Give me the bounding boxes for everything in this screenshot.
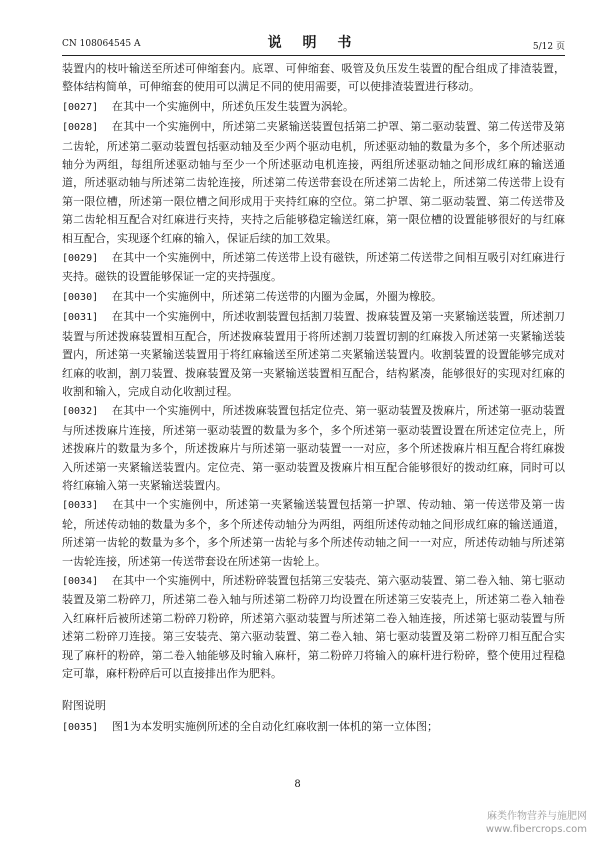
paragraph-number: [0027] [62,101,99,113]
paragraph-0027 [62,98,565,117]
paragraph-number: [0028] [62,122,99,134]
paragraph-text: 在其中一个实施例中，所述拨麻装置包括定位壳、第一驱动装置及拨麻片，所述第一驱动装置与所述拨麻片连接，所述第一驱动装置的数量为多个，多个所述第一驱动装置设置在所述定位壳上，所述拨麻片的数量为多个，所述拨麻片与所述第一驱动装置一一对应，多个所述拨麻片相互配合将红麻拨入所述第一夹紧输送装置内。定位壳、第一驱动装置及拨麻片相互配合能够很好的拨动红麻，同时可以将红麻输入第一夹紧输送装置内。 [62,404,565,492]
paragraph-text: 在其中一个实施例中，所述负压发生装置为涡轮。 [112,99,354,113]
section-heading: 附图说明 [62,699,106,713]
paragraph-0028 [62,118,565,248]
paragraph-text: 在其中一个实施例中，所述粉碎装置包括第三安装壳、第六驱动装置、第二卷入轴、第七驱动装置及第二粉碎刀，所述第二卷入轴与所述第二粉碎刀均设置在所述第三安装壳上，所述第二卷入轴卷入红麻杆后被所述第二粉碎刀粉碎，所述第六驱动装置与所述第二卷入轴连接，所述第七驱动装置与所述第二粉碎刀连接。第三安装壳、第六驱动装置、第二卷入轴、第七驱动装置及第二粉碎刀相互配合实现了麻杆的粉碎，第二卷入轴能够及时输入麻杆，第二粉碎刀将输入的麻杆进行粉碎，整个使用过程稳定可靠，麻杆粉碎后可以直接排出作为肥料。 [62,573,565,680]
paragraph-text: 在其中一个实施例中，所述第二传送带上设有磁铁，所述第二传送带之间相互吸引对红麻进行夹持。磁铁的设置能够保证一定的夹持强度。 [62,251,565,284]
paragraph-0033 [62,496,565,571]
paragraph-number: [0034] [62,575,99,587]
page-info: 5/12 页 [532,42,565,52]
paragraph-0030 [62,288,565,307]
paragraph-number: [0032] [62,406,99,418]
paragraph-text: 在其中一个实施例中，所述第二夹紧输送装置包括第二护罩、第二驱动装置、第二传送带及第二齿轮，所述第二驱动装置包括驱动轴及至少两个驱动电机，所述驱动轴的数量为多个，多个所述驱动轴分为两组，每组所述驱动轴与至少一个所述驱动电机连接，两组所述驱动轴之间形成红麻的输送通道，所述驱动轴与所述第二齿轮连接，所述第二传送带套设在所述第二齿轮上，所述第二传送带上设有第一限位槽，所述第一限位槽之间形成用于夹持红麻的空位。第二护罩、第二驱动装置、第二传送带及第二齿轮相互配合对红麻进行夹持，夹持之后能够稳定输送红麻，第一限位槽的设置能够很好的与红麻相互配合，实现逐个红麻的输入，保证后续的加工效果。 [62,120,565,245]
paragraph-number: [0029] [62,253,99,265]
page-header [62,32,565,54]
paragraph-0031 [62,308,565,401]
paragraph-0029 [62,249,565,287]
watermark [486,810,587,836]
paragraph-text: 装置内的枝叶输送至所述可伸缩套内。底罩、可伸缩套、吸管及负压发生装置的配合组成了排渣装置，整体结构简单，可伸缩套的使用可以满足不同的使用需要，可以使排渣装置进行移动。 [62,62,565,94]
paragraph-number: [0035] [62,721,99,733]
patent-number: CN 108064545 A [62,39,141,49]
header-divider [62,55,565,56]
continuation-paragraph [62,60,565,97]
paragraph-number: [0030] [62,291,99,303]
watermark-url: www.fibercrops.com [485,824,587,835]
paragraph-0035 [62,718,565,737]
document-body [62,60,565,738]
paragraph-number: [0031] [62,312,99,324]
paragraph-0034 [62,572,565,683]
watermark-line: 麻类作物营养与施肥网 [487,811,587,822]
document-title: 说 明 书 [267,35,360,51]
paragraph-text: 图1为本发明实施例所述的全自动化红麻收割一体机的第一立体图； [112,719,438,733]
paragraph-0032 [62,402,565,495]
paragraph-text: 在其中一个实施例中，所述第一夹紧输送装置包括第一护罩、传动轴、第一传送带及第一齿轮，所述传动轴的数量为多个，多个所述传动轴分为两组，两组所述传动轴之间形成红麻的输送通道，所述第一齿轮的数量为多个，多个所述第一齿轮与多个所述传动轴之间一一对应，所述传动轴与所述第一齿轮连接，所述第一传送带套设在所述第一齿轮上。 [62,498,565,568]
paragraph-text: 在其中一个实施例中，所述第二传送带的内圈为金属，外圈为橡胶。 [112,289,442,303]
paragraph-text: 在其中一个实施例中，所述收割装置包括割刀装置、拨麻装置及第一夹紧输送装置，所述割刀装置与所述拨麻装置相互配合，所述拨麻装置用于将所述割刀装置切割的红麻拨入所述第一夹紧输送装置内，所述第一夹紧输送装置用于将红麻输送至所述第二夹紧输送装置内。收割装置的设置能够完成对红麻的收割，割刀装置、拨麻装置及第一夹紧输送装置相互配合，结构紧凑，能够很好的实现对红麻的收割和输入，完成自动化收割过程。 [62,310,565,398]
page-number: 8 [294,779,301,790]
paragraph-number: [0033] [62,500,99,512]
